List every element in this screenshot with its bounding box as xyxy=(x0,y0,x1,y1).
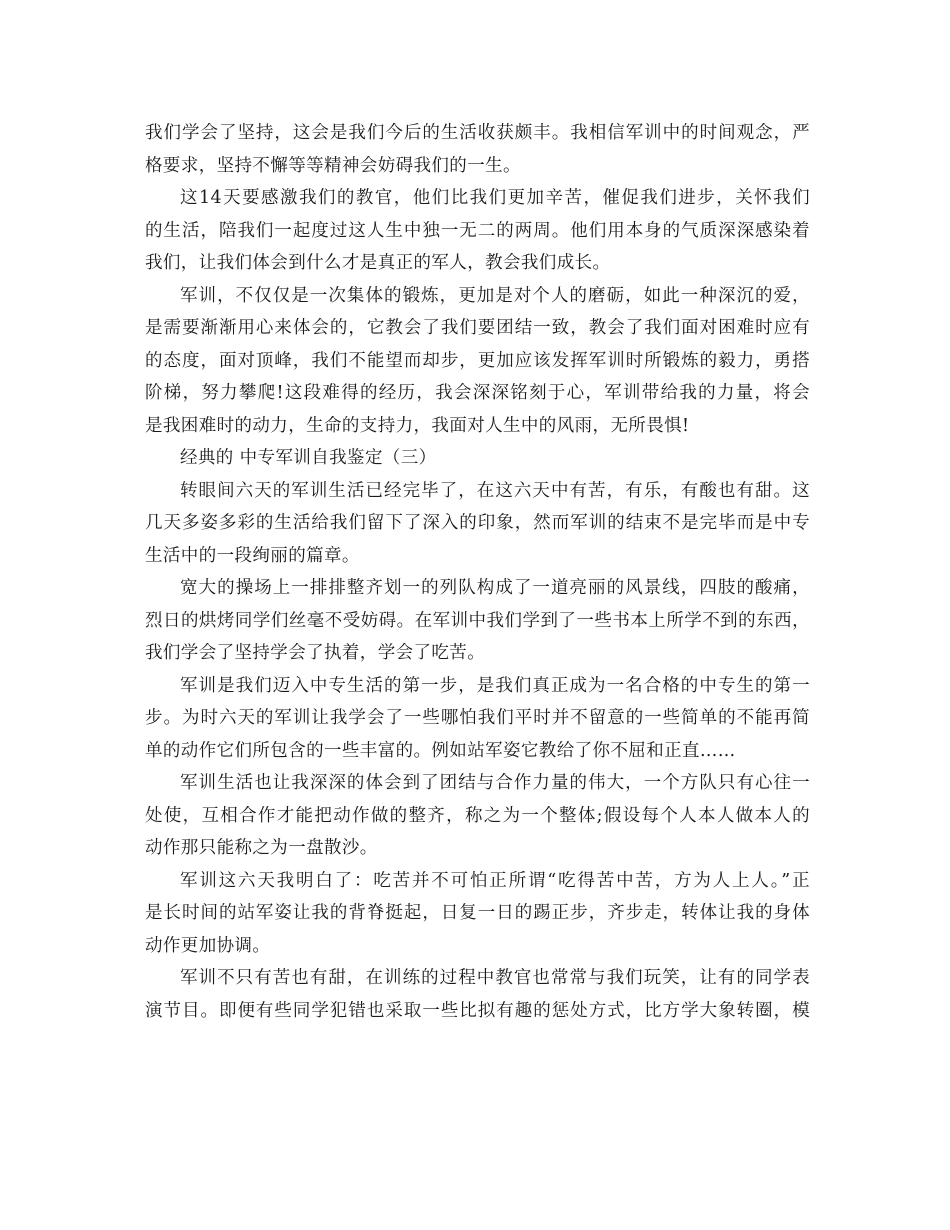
body-text xyxy=(145,117,810,1027)
text-line: 格要求，坚持不懈等等精神会妨碍我们的一生。 xyxy=(145,155,521,176)
text-line: 是我困难时的动力，生命的支持力，我面对人生中的风雨，无所畏惧! xyxy=(145,415,690,436)
text-line: 烈日的烘烤同学们丝毫不受妨碍。在军训中我们学到了一些书本上所学不到的东西， xyxy=(145,610,810,631)
text-line: 军训生活也让我深深的体会到了团结与合作力量的伟大，一个方队只有心往一 xyxy=(180,773,810,793)
text-line: 宽大的操场上一排排整齐划一的列队构成了一道亮丽的风景线，四肢的酸痛， xyxy=(180,578,810,598)
text-line: 军训是我们迈入中专生活的第一步，是我们真正成为一名合格的中专生的第一 xyxy=(180,675,810,696)
text-line: 这14天要感激我们的教官，他们比我们更加辛苦，催促我们进步，关怀我们 xyxy=(180,188,810,208)
text-line: 几天多姿多彩的生活给我们留下了深入的印象，然而军训的结束不是完毕而是中专 xyxy=(145,513,810,533)
text-line: 我们学会了坚持，这会是我们今后的生活收获颇丰。我相信军训中的时间观念，严 xyxy=(145,123,810,143)
text-line: 的生活，陪我们一起度过这人生中独一无二的两周。他们用本身的气质深深感染着 xyxy=(145,220,810,241)
text-line: 我们学会了坚持学会了执着，学会了吃苦。 xyxy=(145,643,486,663)
text-line: 军训这六天我明白了：吃苦并不可怕正所谓“吃得苦中苦，方为人上人。”正 xyxy=(180,870,810,891)
text-line: 是需要渐渐用心来体会的，它教会了我们要团结一致，教会了我们面对困难时应有 xyxy=(145,318,810,338)
text-line: 军训不只有苦也有甜，在训练的过程中教官也常常与我们玩笑，让有的同学表 xyxy=(180,968,810,988)
text-line: 动作更加协调。 xyxy=(145,935,271,956)
text-line: 处使，互相合作才能把动作做的整齐，称之为一个整体;假设每个人本人做本人的 xyxy=(145,805,810,826)
text-line: 步。为时六天的军训让我学会了一些哪怕我们平时并不留意的一些简单的不能再简 xyxy=(145,708,810,728)
text-line: 转眼间六天的军训生活已经完毕了，在这六天中有苦，有乐，有酸也有甜。这 xyxy=(180,480,810,501)
text-line: 单的动作它们所包含的一些丰富的。例如站军姿它教给了你不屈和正直…… xyxy=(145,740,736,761)
text-line: 演节目。即便有些同学犯错也采取一些比拟有趣的惩处方式，比方学大象转圈，模 xyxy=(145,1000,810,1021)
text-line: 动作那只能称之为一盘散沙。 xyxy=(145,838,378,858)
text-line: 生活中的一段绚丽的篇章。 xyxy=(145,545,360,566)
text-line: 我们，让我们体会到什么才是真正的军人，教会我们成长。 xyxy=(145,253,611,273)
text-line: 军训，不仅仅是一次集体的锻炼，更加是对个人的磨砺，如此一种深沉的爱， xyxy=(180,285,810,306)
text-line: 阶梯，努力攀爬!这段难得的经历，我会深深铭刻于心，军训带给我的力量，将会 xyxy=(145,383,810,403)
text-line: 经典的 中专军训自我鉴定（三） xyxy=(180,448,437,468)
text-line: 的态度，面对顶峰，我们不能望而却步，更加应该发挥军训时所锻炼的毅力，勇搭 xyxy=(145,350,810,371)
text-line: 是长时间的站军姿让我的背脊挺起，日复一日的踢正步，齐步走，转体让我的身体 xyxy=(145,903,810,923)
